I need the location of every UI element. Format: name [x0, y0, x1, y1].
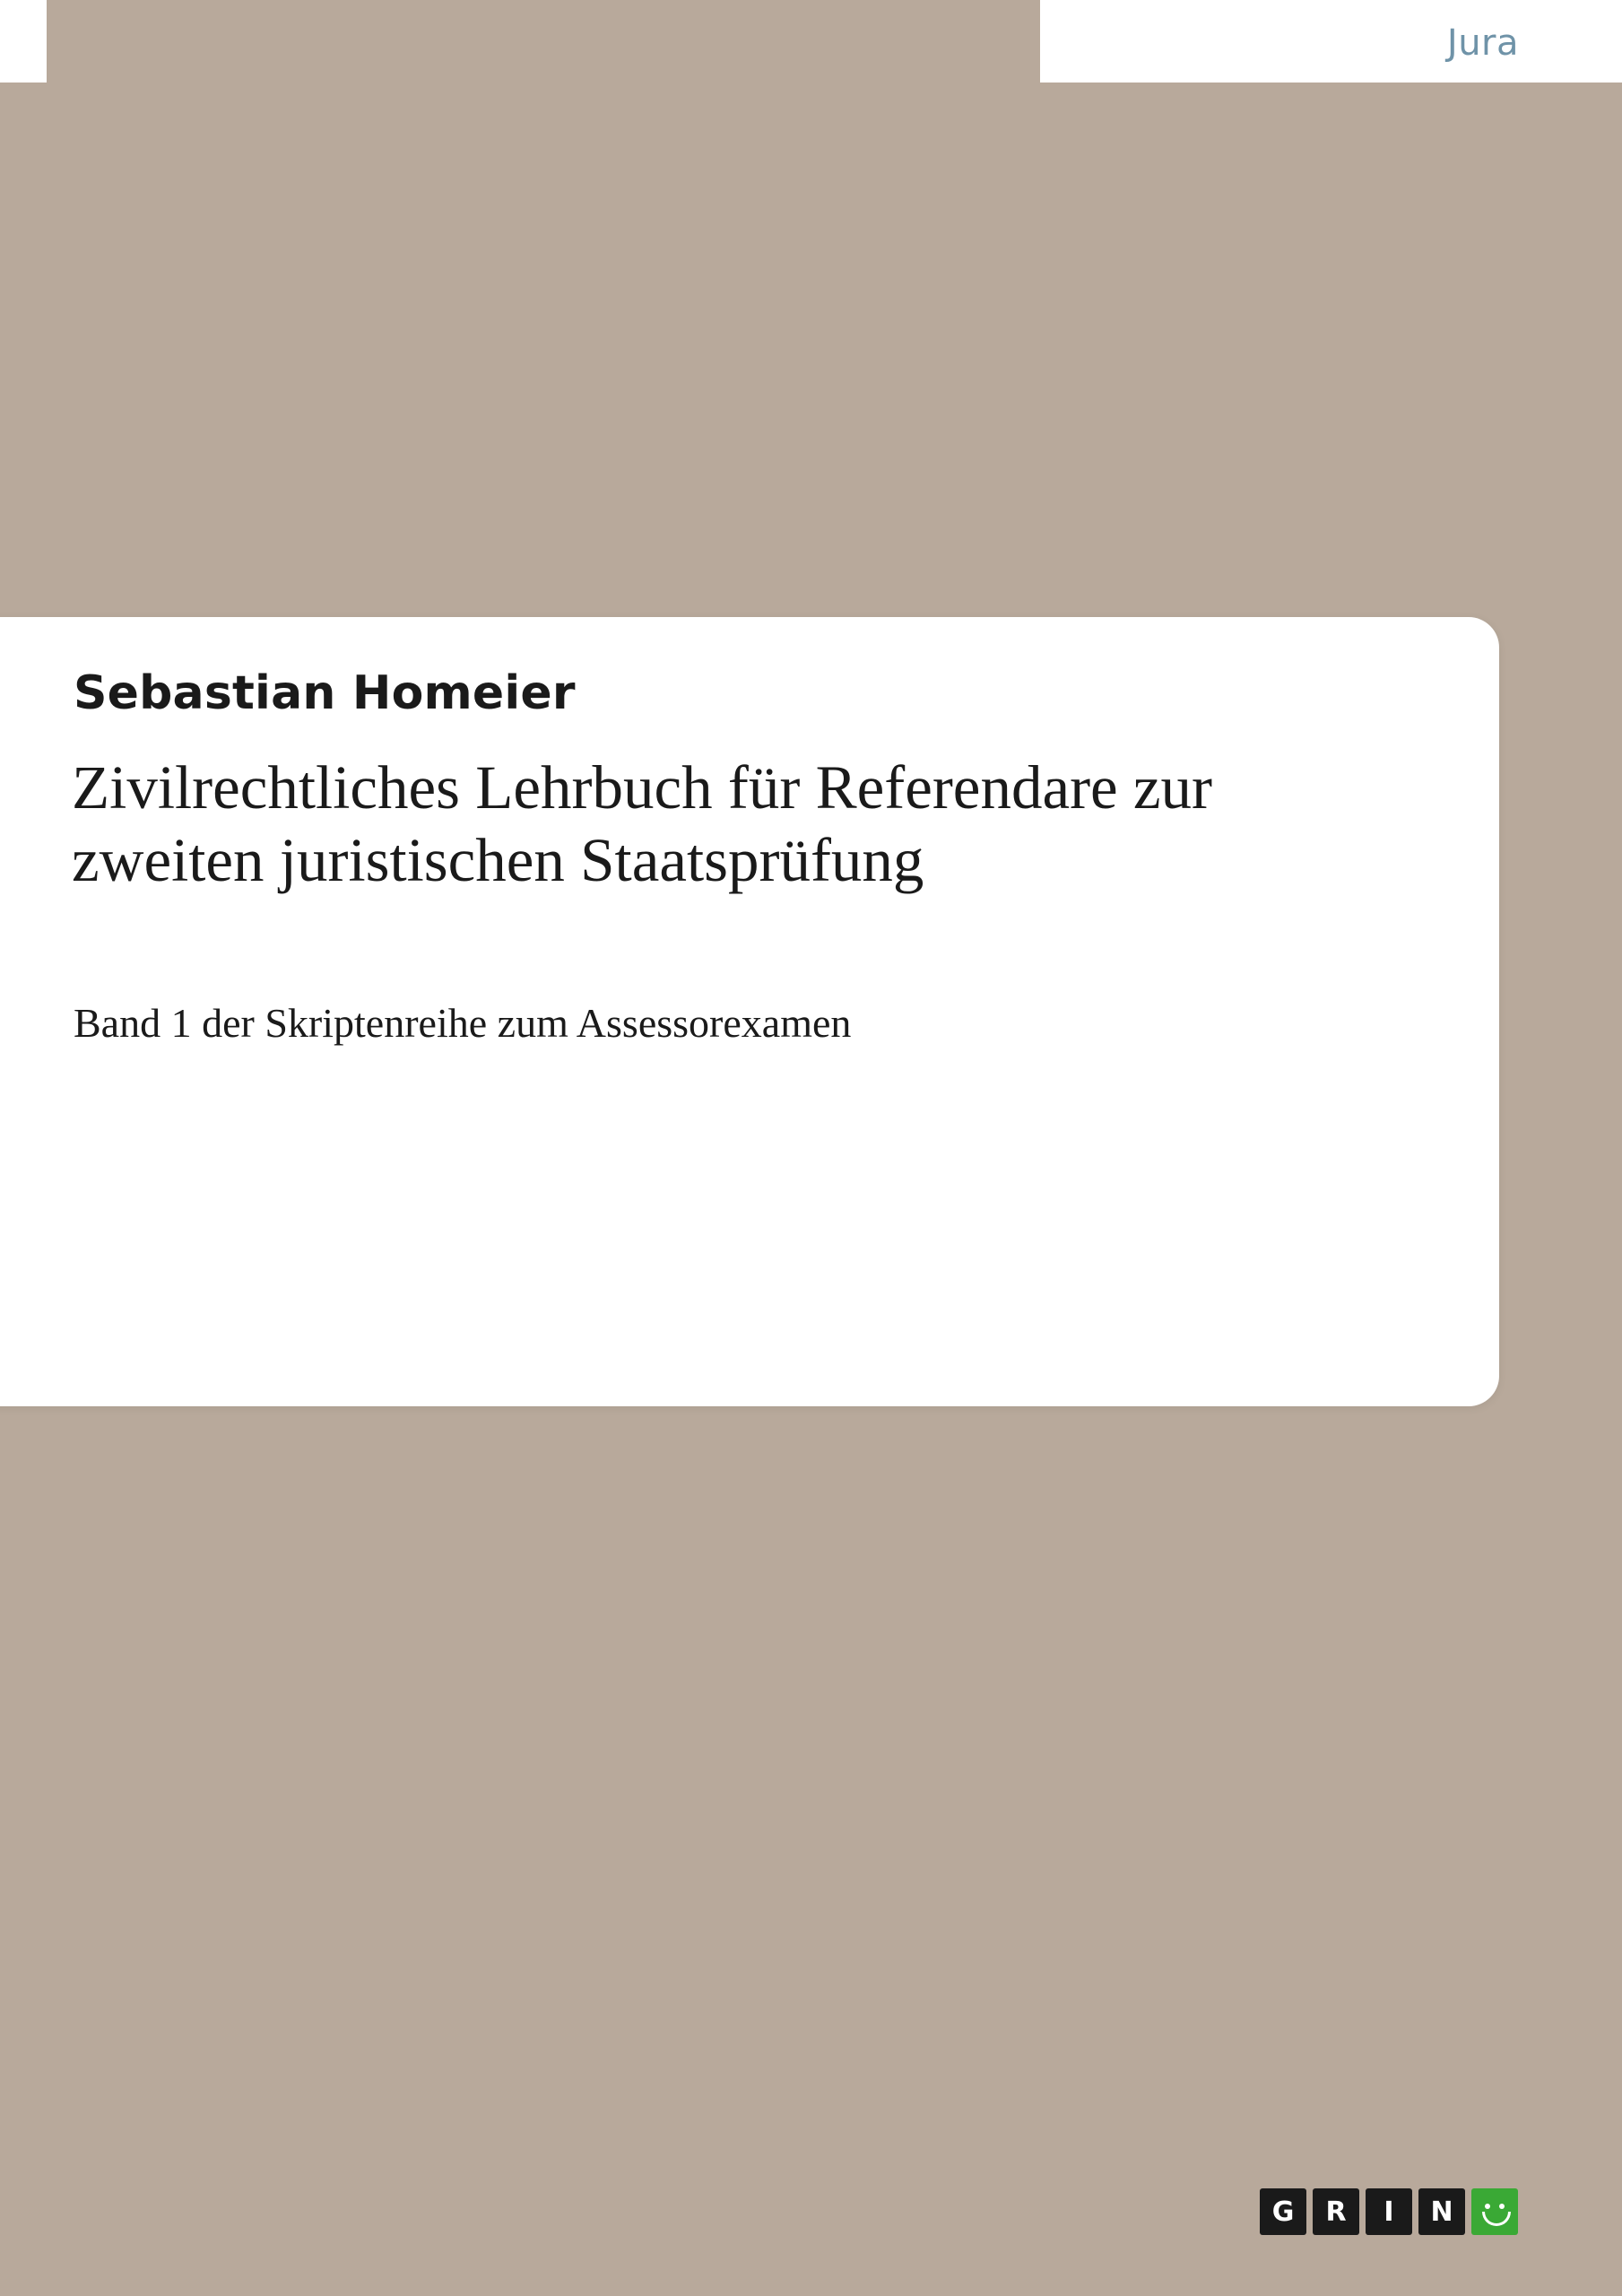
- author-name: Sebastian Homeier: [74, 666, 576, 720]
- smiley-mouth-icon: [1482, 2212, 1511, 2226]
- grin-publisher-logo: [1260, 2188, 1518, 2235]
- category-label: Jura: [1446, 22, 1519, 64]
- cover-top-left-margin: [0, 0, 47, 83]
- smiley-eye-right-icon: [1499, 2204, 1505, 2209]
- book-subtitle: Band 1 der Skriptenreihe zum Assessorexamen: [74, 1000, 852, 1046]
- cover-top-right-margin: [1040, 0, 1622, 83]
- logo-letter-r: R: [1313, 2188, 1359, 2235]
- smiley-icon: [1471, 2188, 1518, 2235]
- logo-letter-g: G: [1260, 2188, 1306, 2235]
- smiley-eye-left-icon: [1485, 2204, 1490, 2209]
- title-panel: [0, 617, 1499, 1406]
- logo-letter-n: N: [1418, 2188, 1465, 2235]
- book-title: Zivilrechtliches Lehrbuch für Referendare zur zweiten juristischen Staatsprüfung: [72, 753, 1213, 894]
- logo-letter-i: I: [1366, 2188, 1412, 2235]
